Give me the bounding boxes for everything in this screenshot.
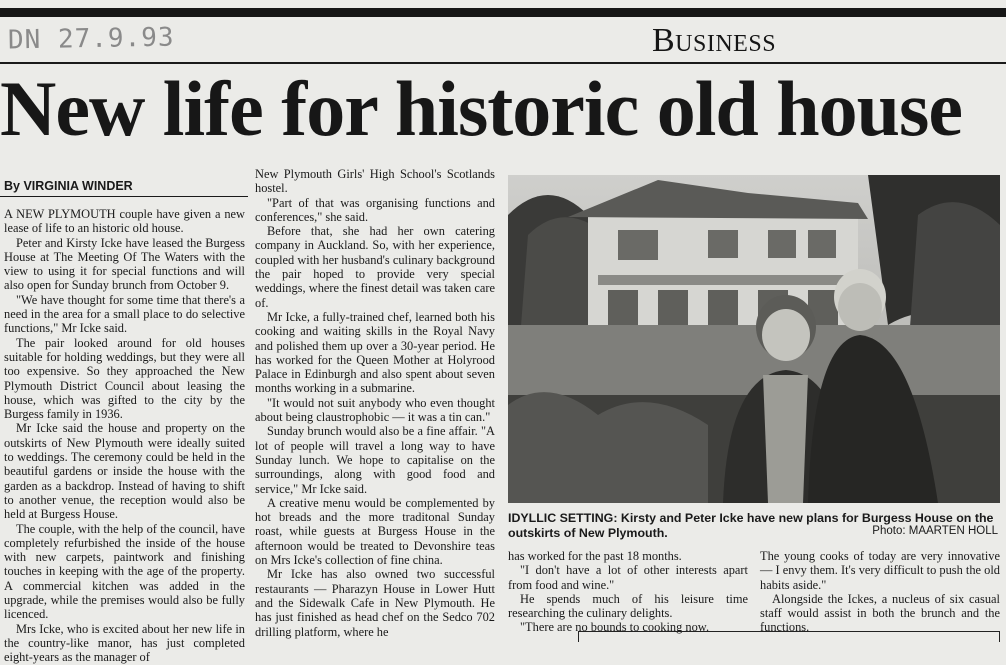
byline: By VIRGINIA WINDER (4, 179, 133, 193)
paragraph: "There are no bounds to cooking now. (520, 620, 710, 635)
paragraph: Mrs Icke, who is excited about her new life in the country-like manor, has just completed eight-years as the manager of (4, 621, 245, 665)
article-column-2 (255, 167, 495, 639)
photo-illustration (508, 175, 1000, 503)
paragraph: The young cooks of today are very innovative — I envy them. It's very difficult to push the old habits aside." (760, 549, 1000, 592)
adjacent-article-border (578, 631, 1000, 642)
paragraph: He spends much of his leisure time researching the culinary delights. (508, 591, 748, 621)
house-photo (508, 175, 1000, 503)
photo-credit: Photo: MAARTEN HOLL (872, 525, 998, 537)
paragraph: Before that, she had her own catering company in Auckland. So, with her experience, coupled with her husband's culinary background the pair hoped to provide very special weddings, where the finest detail was taken care of. (255, 224, 496, 310)
paragraph: "We have thought for some time that there's a need in the area for a small place to do selective functions," Mr Icke said. (4, 292, 245, 336)
article-column-3 (508, 549, 748, 635)
paragraph: A creative menu would be complemented by hot breads and the more traditonal Sunday roast, while guests at Burgess House in the afternoon would be treated to Devonshire teas on Mrs Icke's collection of fine china. (255, 495, 495, 568)
paragraph: Peter and Kirsty Icke have leased the Burgess House at The Meeting Of The Waters with the view to using it for special functions and will also open for Sunday brunch from October 9. (4, 235, 245, 293)
paragraph: The pair looked around for old houses suitable for holding weddings, but they were all too expensive. So they approached the New Plymouth District Council about leasing the house, which was gifted to the city by the Burgess family in 1936. (4, 335, 245, 422)
paragraph: Sunday brunch would also be a fine affair. "A lot of people will travel a long way to have Sunday lunch. We hope to capitalise on the surroundings, along with good food and service," Mr Icke said. (255, 424, 495, 496)
masthead-rule (0, 8, 1006, 17)
paragraph: A NEW PLYMOUTH couple have given a new lease of life to an historic old house. (4, 207, 245, 236)
paragraph: The couple, with the help of the council, have completely refurbished the inside of the house with new carpets, paintwork and finishing touches in keeping with the age of the property. A commercial kitchen was added in the upgrade, while the premises would also be fully licenced. (4, 521, 245, 622)
article-column-4 (760, 549, 1000, 635)
handwritten-date: DN 27.9.93 (7, 22, 175, 56)
caption-text: IDYLLIC SETTING: Kirsty and Peter Icke have new plans for Burgess House on the outskirts of New Plymouth. (508, 511, 994, 540)
byline-rule (0, 196, 248, 197)
paragraph: "Part of that was organising functions and conferences," she said. (255, 195, 495, 224)
paragraph: Mr Icke said the house and property on the outskirts of New Plymouth were ideally suited to weddings. The ceremony could be held in the beautiful gardens or inside the house with the garden as a backdrop. Instead of having to shift to another venue, the reception would also be held at Burgess House. (4, 421, 245, 522)
paragraph: "I don't have a lot of other interests apart from food and wine." (508, 563, 748, 592)
paragraph: "It would not suit anybody who even thought about being claustrophobic — it was a tin can." (255, 395, 495, 425)
paragraph: Mr Icke has also owned two successful restaurants — Pharazyn House in Lower Hutt and the Sidewalk Cafe in New Plymouth. He has just finished as head chef on the Sedco 702 drilling platform, where he (255, 567, 495, 639)
paragraph: New Plymouth Girls' High School's Scotlands hostel. (255, 167, 495, 196)
article-column-1 (4, 207, 245, 665)
paragraph: Alongside the Ickes, a nucleus of six casual staff would assist in both the brunch and the functions. (760, 591, 1000, 635)
headline: New life for historic old house (0, 65, 962, 152)
section-label: Business (652, 22, 777, 59)
section-rule (0, 62, 1006, 64)
paragraph: Mr Icke, a fully-trained chef, learned both his cooking and waiting skills in the Royal Navy and polished them up over a 30-year period. He has worked for the Queen Mother at Holyrood Palace in Edinburgh and also spent about seven months working in a submarine. (255, 309, 495, 396)
paragraph: has worked for the past 18 months. (508, 549, 682, 563)
